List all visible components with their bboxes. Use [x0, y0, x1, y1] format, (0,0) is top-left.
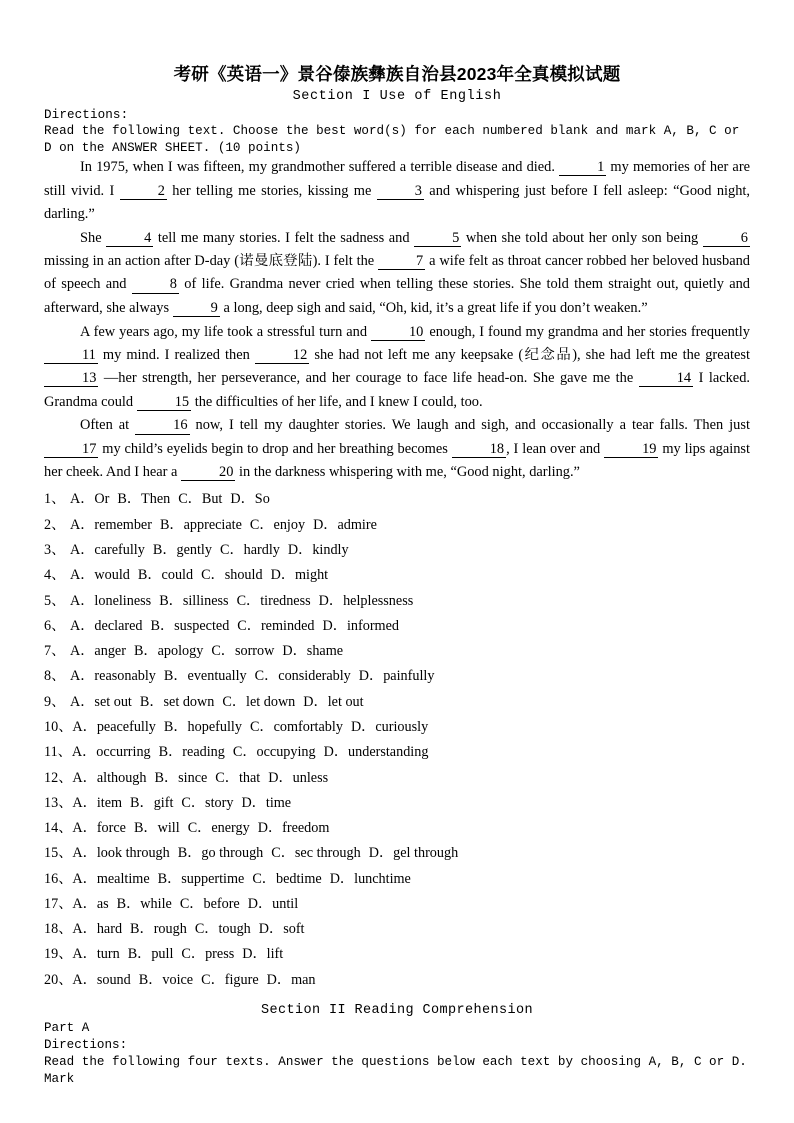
question-number: 6、 — [44, 617, 66, 634]
question-number: 12、 — [44, 769, 73, 786]
answer-option[interactable]: D．time — [241, 794, 292, 811]
answer-option[interactable]: A．as — [72, 895, 109, 912]
passage-paragraph — [44, 414, 750, 484]
answer-option[interactable]: A．would — [70, 567, 130, 584]
question-number: 17、 — [44, 895, 73, 912]
answer-option[interactable]: C．story — [181, 794, 234, 811]
answer-option[interactable]: D．kindly — [287, 541, 349, 558]
answer-option[interactable]: A．remember — [70, 516, 152, 533]
answer-option[interactable]: D．painfully — [358, 668, 435, 685]
passage-text: now, I tell my daughter stories. We laugh and sigh, and occasionally a tear falls. Then just — [189, 417, 750, 434]
answer-option[interactable]: C．considerably — [254, 668, 351, 685]
answer-option[interactable]: C．enjoy — [249, 516, 306, 533]
answer-option[interactable]: D．So — [230, 491, 270, 508]
passage-text: my lips against her cheek. And I hear a — [44, 440, 750, 481]
answer-option[interactable]: C．sorrow — [211, 643, 275, 660]
passage-text: A few years ago, my life took a stressful turn and — [80, 323, 371, 340]
passage-text: , I lean over and — [506, 440, 605, 457]
passage-text: of life. Grandma never cried when telling these stories. She told them straight out, quietly and afterward, she always — [44, 276, 750, 316]
answer-option[interactable]: C．hardly — [219, 541, 280, 558]
answer-option[interactable]: C．press — [181, 946, 235, 963]
question-row — [44, 589, 750, 614]
question-row — [44, 968, 750, 993]
answer-option[interactable]: B．set down — [139, 693, 215, 710]
question-row — [44, 917, 750, 942]
answer-option[interactable]: A．although — [72, 769, 147, 786]
answer-option[interactable]: A．declared — [70, 617, 143, 634]
directions-2-text: Read the following four texts. Answer the questions below each text by choosing A, B, C or D. Mark — [44, 1055, 747, 1087]
passage-text: I lacked. Grandma could — [44, 370, 750, 410]
answer-option[interactable]: C．occupying — [232, 744, 316, 761]
blank-20[interactable]: 20 — [181, 465, 235, 481]
answer-option[interactable]: D．helplessness — [318, 592, 414, 609]
answer-option[interactable]: A．item — [72, 794, 123, 811]
question-number: 16、 — [44, 870, 73, 887]
question-row — [44, 563, 750, 588]
blank-6[interactable]: 6 — [703, 231, 750, 247]
answer-option[interactable]: B．suspected — [150, 617, 230, 634]
question-row — [44, 766, 750, 791]
passage-text: she had not left me any keepsake (纪念品), she had left me the greatest — [309, 346, 750, 363]
answer-option[interactable]: A．occurring — [71, 744, 151, 761]
answer-option[interactable]: D．let out — [303, 693, 364, 710]
blank-9[interactable]: 9 — [173, 301, 220, 317]
answer-option[interactable]: A．look through — [72, 845, 170, 862]
blank-11[interactable]: 11 — [44, 348, 98, 364]
question-row — [44, 791, 750, 816]
blank-17[interactable]: 17 — [44, 442, 98, 458]
question-number: 20、 — [44, 971, 73, 988]
blank-19[interactable]: 19 — [604, 442, 658, 458]
question-number: 13、 — [44, 794, 73, 811]
answer-option[interactable]: D．admire — [313, 516, 377, 533]
answer-option[interactable]: B．silliness — [159, 592, 229, 609]
question-row — [44, 892, 750, 917]
blank-14[interactable]: 14 — [639, 371, 693, 387]
passage-text: Often at — [80, 417, 136, 434]
answer-option[interactable]: D．until — [247, 895, 299, 912]
question-number: 4、 — [44, 567, 66, 584]
section-1-heading: Section I Use of English — [292, 88, 502, 104]
passage-text: in the darkness whispering with me, “Good night, darling.” — [235, 464, 580, 481]
blank-15[interactable]: 15 — [137, 395, 191, 411]
answer-option[interactable]: B．rough — [130, 921, 187, 938]
answer-option[interactable]: D．curiously — [350, 718, 429, 735]
passage-paragraph — [44, 227, 750, 320]
question-number: 5、 — [44, 592, 66, 609]
answer-option[interactable]: C．But — [178, 491, 223, 508]
blank-8[interactable]: 8 — [132, 277, 179, 293]
passage-text: my mind. I realized then — [97, 346, 255, 363]
answer-option[interactable]: A．turn — [72, 946, 120, 963]
answer-option[interactable]: B．will — [133, 820, 180, 837]
directions-2-label: Directions: — [44, 1038, 128, 1053]
blank-1[interactable]: 1 — [559, 160, 606, 176]
passage-text: my memories of her are still vivid. I — [44, 159, 750, 199]
directions-text: Read the following text. Choose the best word(s) for each numbered blank and mark A, B, C or D on the ANSWER SHEET. (10 points) — [44, 124, 740, 155]
answer-option[interactable]: C．figure — [201, 971, 259, 988]
answer-option[interactable]: D．unless — [268, 769, 329, 786]
question-number: 9、 — [44, 693, 66, 710]
answer-option[interactable]: A．sound — [72, 971, 131, 988]
passage-text: the difficulties of her life, and I knew I could, too. — [191, 393, 483, 410]
answer-option[interactable]: C．that — [215, 769, 261, 786]
answer-option[interactable]: B．since — [154, 769, 208, 786]
passage-text: when she told about her only son being — [461, 229, 703, 246]
directions-label: Directions: — [44, 107, 129, 122]
answer-option[interactable]: D．might — [270, 567, 329, 584]
answer-option[interactable]: C．comfortably — [249, 718, 343, 735]
answer-option[interactable]: B．reading — [158, 744, 225, 761]
answer-option[interactable]: D．man — [266, 971, 316, 988]
answer-option[interactable]: D．lift — [242, 946, 284, 963]
answer-option[interactable]: C．should — [201, 567, 263, 584]
part-a-label: Part A — [44, 1021, 90, 1036]
question-number: 7、 — [44, 643, 66, 660]
answer-option[interactable]: D．freedom — [257, 820, 330, 837]
passage-text: and whispering just before I fell asleep: “Good night, darling.” — [44, 182, 750, 222]
question-number: 19、 — [44, 946, 73, 963]
answer-option[interactable]: A．anger — [70, 643, 126, 660]
passage-text: missing in an action after D-day (诺曼底登陆). I felt the — [44, 253, 379, 270]
passage-text: In 1975, when I was fifteen, my grandmother suffered a terrible disease and died. — [80, 159, 560, 176]
passage-text: enough, I found my grandma and her stories frequently — [425, 323, 750, 340]
passage-text: her telling me stories, kissing me — [166, 182, 377, 199]
blank-2[interactable]: 2 — [120, 184, 167, 200]
question-number: 10、 — [44, 718, 73, 735]
answer-option[interactable]: B．Then — [117, 491, 171, 508]
blank-5[interactable]: 5 — [414, 231, 461, 247]
answer-option[interactable]: C．reminded — [237, 617, 315, 634]
answer-option[interactable]: D．understanding — [323, 744, 429, 761]
question-row — [44, 690, 750, 715]
blank-13[interactable]: 13 — [44, 371, 98, 387]
answer-option[interactable]: D．gel through — [368, 845, 459, 862]
blank-7[interactable]: 7 — [378, 254, 425, 270]
answer-option[interactable]: C．sec through — [271, 845, 361, 862]
question-number: 15、 — [44, 845, 73, 862]
answer-option[interactable]: A．carefully — [70, 541, 145, 558]
answer-option[interactable]: C．bedtime — [252, 870, 322, 887]
question-number: 8、 — [44, 668, 66, 685]
question-number: 18、 — [44, 921, 73, 938]
question-number: 3、 — [44, 541, 66, 558]
question-row — [44, 664, 750, 689]
answer-option[interactable]: C．let down — [222, 693, 296, 710]
blank-4[interactable]: 4 — [106, 231, 153, 247]
question-row — [44, 841, 750, 866]
page-title: 考研《英语一》景谷傣族彝族自治县2023年全真模拟试题 — [173, 64, 621, 84]
blank-16[interactable]: 16 — [135, 418, 189, 434]
question-row — [44, 487, 750, 512]
answer-option[interactable]: A．set out — [70, 693, 132, 710]
question-row — [44, 816, 750, 841]
answer-option[interactable]: C．before — [179, 895, 240, 912]
passage-text: my child’s eyelids begin to drop and her breathing becomes — [98, 440, 452, 457]
answer-option[interactable]: B．eventually — [163, 668, 247, 685]
answer-option[interactable]: B．suppertime — [157, 870, 245, 887]
answer-option[interactable]: B．could — [137, 567, 194, 584]
passage-text: a wife felt as throat cancer robbed her beloved husband of speech and — [44, 253, 750, 293]
answer-option[interactable]: C．tiredness — [236, 592, 311, 609]
answer-option[interactable]: A．force — [72, 820, 126, 837]
passage-paragraph — [44, 156, 750, 226]
passage-text: —her strength, her perseverance, and her courage to face life head-on. She gave me the — [98, 370, 639, 387]
answer-option[interactable]: B．gift — [130, 794, 174, 811]
question-row — [44, 614, 750, 639]
blank-3[interactable]: 3 — [377, 184, 424, 200]
passage-paragraph — [44, 321, 750, 414]
answer-option[interactable]: B．pull — [127, 946, 174, 963]
question-number: 2、 — [44, 516, 66, 533]
section-2-heading: Section II Reading Comprehension — [260, 1003, 534, 1019]
answer-option[interactable]: D．lunchtime — [329, 870, 411, 887]
passage-text: tell me many stories. I felt the sadness and — [153, 229, 415, 246]
answer-option[interactable]: C．tough — [194, 921, 251, 938]
question-row — [44, 867, 750, 892]
blank-12[interactable]: 12 — [255, 348, 309, 364]
answer-option[interactable]: A．Or — [70, 491, 110, 508]
answer-option[interactable]: A．peacefully — [72, 718, 156, 735]
answer-option[interactable]: A．hard — [72, 921, 123, 938]
question-number: 14、 — [44, 820, 73, 837]
answer-option[interactable]: B．voice — [138, 971, 194, 988]
answer-option[interactable]: B．gently — [152, 541, 212, 558]
answer-option[interactable]: A．loneliness — [70, 592, 152, 609]
answer-option[interactable]: B．apology — [133, 643, 204, 660]
answer-option[interactable]: A．reasonably — [70, 668, 156, 685]
answer-option[interactable]: D．soft — [258, 921, 305, 938]
answer-option[interactable]: D．shame — [282, 643, 344, 660]
question-options-list — [44, 487, 750, 993]
question-number: 1、 — [44, 491, 66, 508]
question-row — [44, 715, 750, 740]
answer-option[interactable]: A．mealtime — [72, 870, 150, 887]
answer-option[interactable]: B．hopefully — [163, 718, 242, 735]
question-row — [44, 513, 750, 538]
blank-10[interactable]: 10 — [371, 325, 425, 341]
passage-body — [44, 156, 750, 484]
passage-text: She — [80, 229, 107, 246]
answer-option[interactable]: C．energy — [187, 820, 250, 837]
question-row — [44, 942, 750, 967]
passage-text: a long, deep sigh and said, “Oh, kid, it’s a great life if you don’t weaken.” — [219, 299, 648, 316]
answer-option[interactable]: B．appreciate — [159, 516, 242, 533]
question-row — [44, 538, 750, 563]
question-row — [44, 639, 750, 664]
answer-option[interactable]: B．go through — [177, 845, 264, 862]
answer-option[interactable]: D．informed — [322, 617, 399, 634]
question-number: 11、 — [44, 744, 72, 761]
answer-option[interactable]: B．while — [116, 895, 172, 912]
blank-18[interactable]: 18 — [452, 442, 506, 458]
question-row — [44, 740, 750, 765]
